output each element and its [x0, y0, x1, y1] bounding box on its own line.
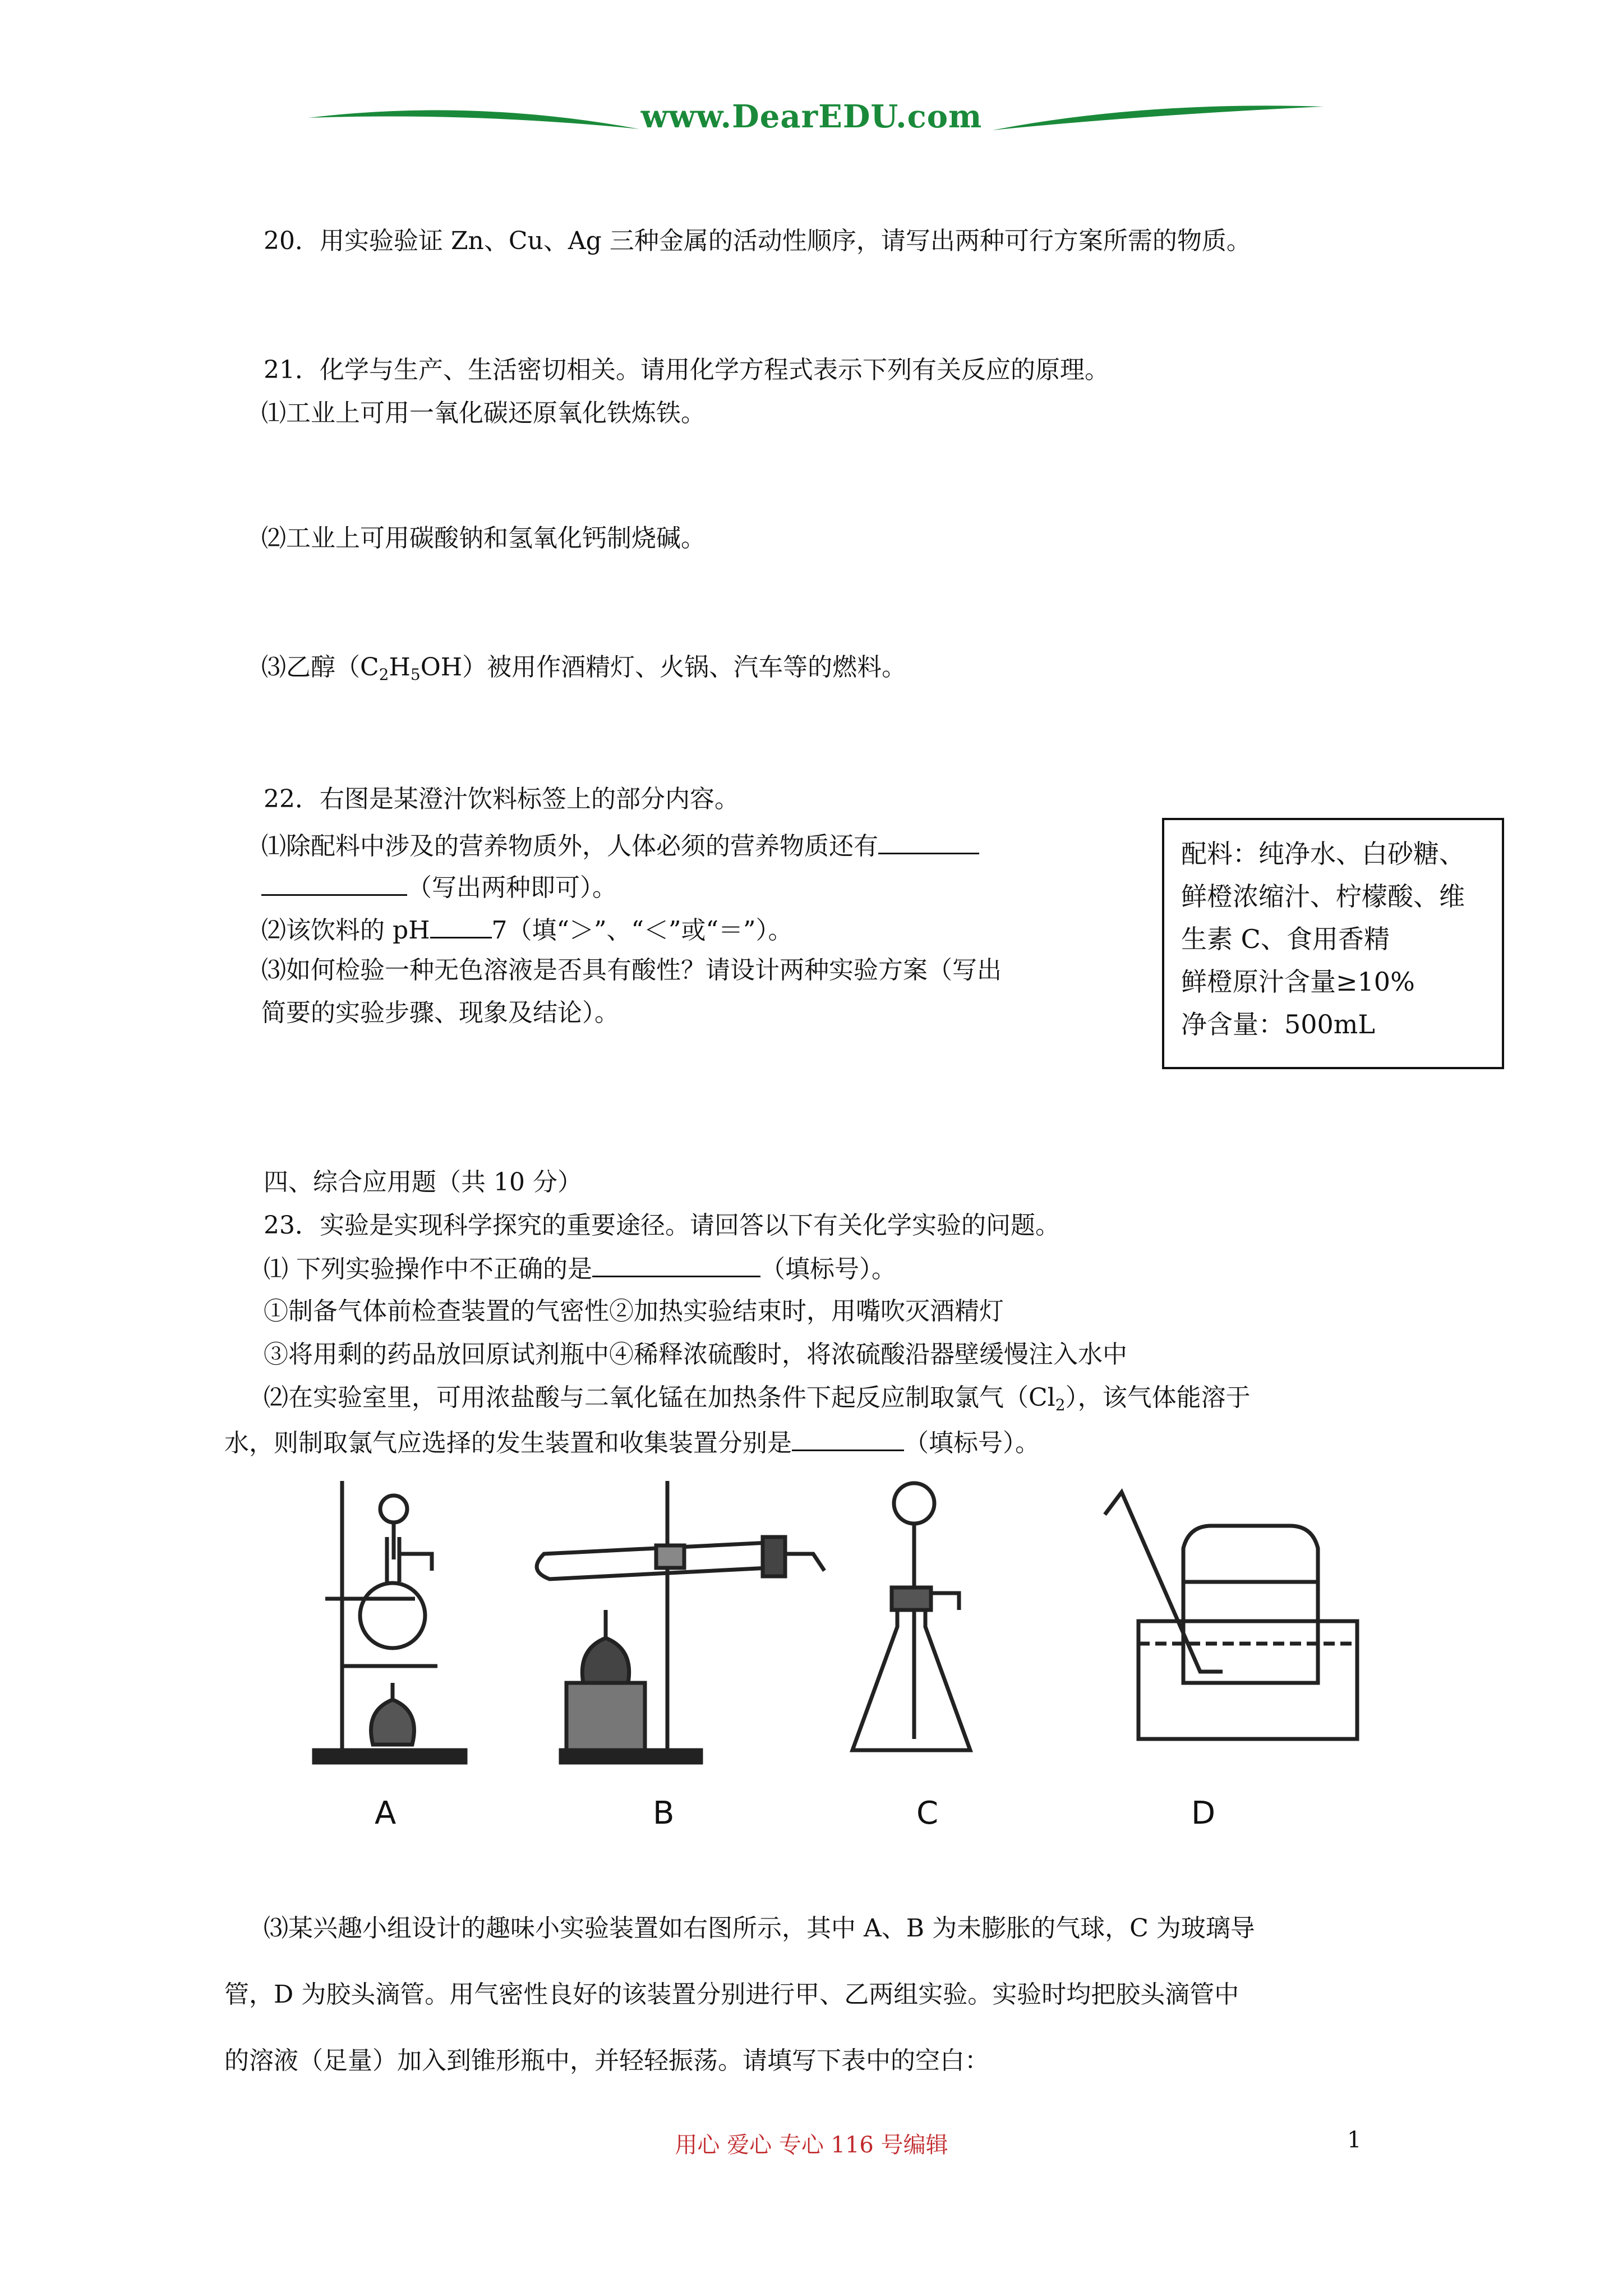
answer-blank[interactable]	[430, 912, 492, 938]
question-21-part-3: ⑶乙醇$(C_2H_5OH)$被用作酒精灯、火锅、汽车等的燃料。	[261, 653, 907, 684]
question-21-stem: 21．化学与生产、生活密切相关。请用化学方程式表示下列有关反应的原理。	[264, 356, 1109, 384]
apparatus-c-drawing	[852, 1483, 970, 1750]
footer-text: 用心 爱心 专心 116 号编辑	[675, 2132, 948, 2158]
question-22-part-1b: （写出两种即可）。	[261, 869, 617, 905]
answer-blank[interactable]	[592, 1251, 760, 1277]
label-line: 净含量：500mL	[1181, 1009, 1375, 1039]
question-23-part-3-line-3: 的溶液（足量）加入到锥形瓶中，并轻轻振荡。请填写下表中的空白：	[224, 2046, 989, 2075]
apparatus-a-label: A	[375, 1795, 396, 1832]
apparatus-d-label: D	[1191, 1795, 1216, 1832]
apparatus-a-drawing	[314, 1481, 465, 1763]
answer-blank[interactable]	[261, 869, 407, 896]
gas-apparatus-figure	[303, 1470, 1368, 1851]
question-22-stem: 22．右图是某澄汁饮料标签上的部分内容。	[264, 785, 739, 813]
question-23-part-1: ⑴ 下列实验操作中不正确的是 （填标号）。	[264, 1251, 896, 1286]
label-line: 鲜橙浓缩汁、柠檬酸、维	[1181, 881, 1465, 912]
question-23-part-2a: ⑵在实验室里，可用浓盐酸与二氧化锰在加热条件下起反应制取氯气$(Cl_2)$，该气体能溶于	[264, 1383, 1251, 1414]
apparatus-b-label: B	[653, 1795, 675, 1832]
question-23-part-2b: 水，则制取氯气应选择的发生装置和收集装置分别是 （填标号）。	[224, 1425, 1040, 1460]
question-22-part-3a: ⑶如何检验一种无色溶液是否具有酸性？请设计两种实验方案（写出	[261, 956, 1002, 984]
label-line: 鲜橙原汁含量≥10%	[1181, 967, 1415, 997]
question-23-part-3-line-2: 管，D 为胶头滴管。用气密性良好的该装置分别进行甲、乙两组实验。实验时均把胶头滴管中	[224, 1980, 1239, 2009]
answer-blank[interactable]	[792, 1425, 904, 1451]
question-23-part-3-line-1: ⑶某兴趣小组设计的趣味小实验装置如右图所示，其中 A、B 为未膨胀的气球，C 为玻璃导	[264, 1914, 1255, 1943]
question-21-part-2: ⑵工业上可用碳酸钠和氢氧化钙制烧碱。	[261, 524, 706, 553]
question-20: 20．用实验验证 Zn、Cu、Ag 三种金属的活动性顺序，请写出两种可行方案所需的物质。	[264, 227, 1251, 255]
section-4-title: 四、综合应用题（共 10 分）	[264, 1168, 582, 1197]
page-number: 1	[1347, 2127, 1362, 2153]
question-22-part-2: ⑵该饮料的 pH 7（填“＞”、“＜”或“＝”）。	[261, 912, 793, 947]
header-site-name[interactable]: www.DearEDU.com	[640, 98, 983, 135]
question-23-stem: 23．实验是实现科学探究的重要途径。请回答以下有关化学实验的问题。	[264, 1211, 1060, 1240]
apparatus-b-drawing	[537, 1481, 824, 1763]
apparatus-d-drawing	[1105, 1492, 1357, 1739]
juice-label-box	[1162, 818, 1504, 1069]
question-23-options-1-2: ①制备气体前检查装置的气密性②加热实验结束时，用嘴吹灭酒精灯	[264, 1297, 1004, 1326]
apparatus-c-label: C	[916, 1795, 939, 1832]
question-22-part-3b: 简要的实验步骤、现象及结论）。	[261, 999, 619, 1027]
question-23-options-3-4: ③将用剩的药品放回原试剂瓶中④稀释浓硫酸时，将浓硫酸沿器壁缓慢注入水中	[264, 1340, 1127, 1369]
question-22-part-1a: ⑴除配料中涉及的营养物质外，人体必须的营养物质还有	[261, 828, 979, 863]
question-21-part-1: ⑴工业上可用一氧化碳还原氧化铁炼铁。	[261, 399, 706, 427]
label-line: 配料：纯净水、白砂糖、	[1181, 839, 1465, 869]
label-line: 生素 C、食用香精	[1181, 924, 1390, 954]
answer-blank[interactable]	[878, 828, 979, 854]
